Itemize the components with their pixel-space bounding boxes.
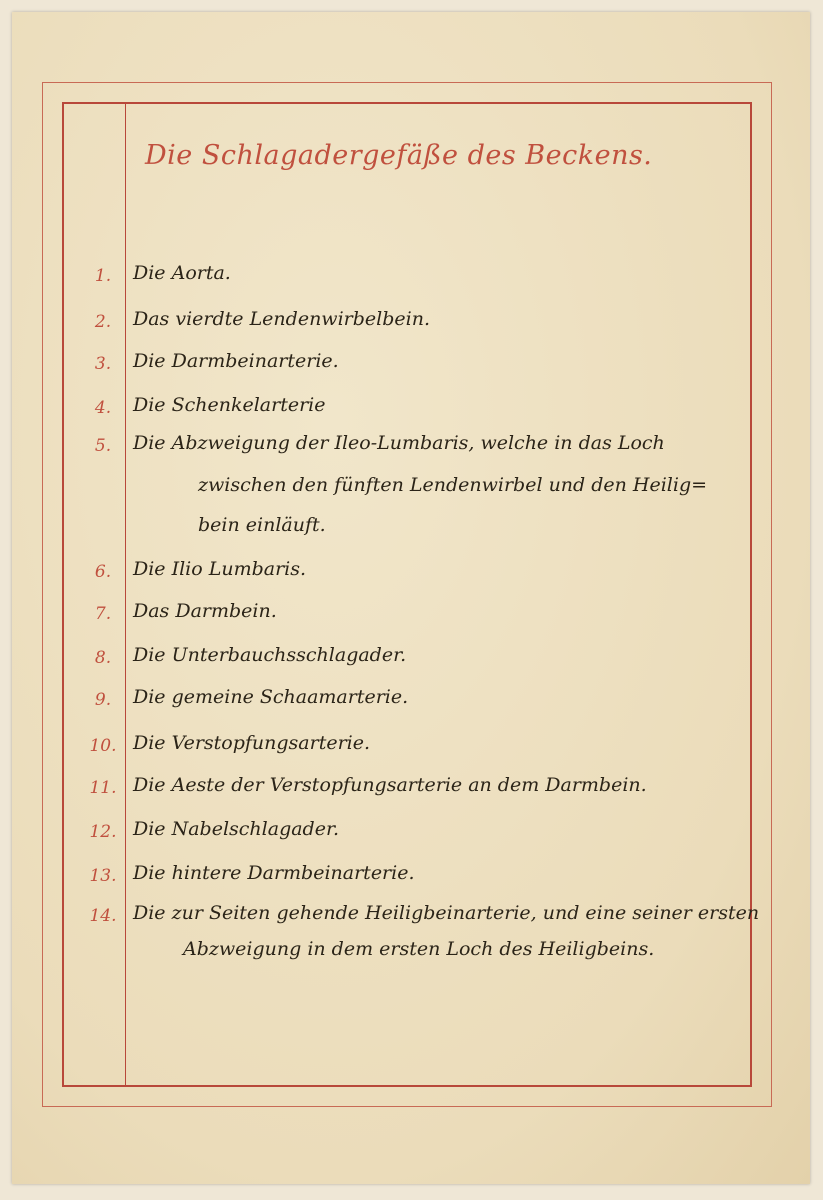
item-text: Die Aeste der Verstopfungsarterie an dem Darmbein.: [133, 774, 647, 796]
item-number: 11.: [89, 778, 117, 798]
item-text-continuation: Abzweigung in dem ersten Loch des Heiligbeins.: [183, 938, 655, 960]
item-number: 7.: [94, 604, 112, 624]
item-number: 10.: [89, 736, 117, 756]
item-number: 1.: [94, 266, 112, 286]
page-title: Die Schlagadergefäße des Beckens.: [145, 140, 653, 171]
item-text: Die Ilio Lumbaris.: [133, 558, 307, 580]
item-number: 3.: [94, 354, 112, 374]
item-number: 4.: [94, 398, 112, 418]
item-text: Die zur Seiten gehende Heiligbeinarterie, und eine seiner ersten: [133, 902, 760, 924]
item-text: Die Aorta.: [133, 262, 231, 284]
item-text: Die hintere Darmbeinarterie.: [133, 862, 415, 884]
item-text-continuation: zwischen den fünften Lendenwirbel und den Heilig=: [198, 474, 708, 496]
item-text: Das vierdte Lendenwirbelbein.: [133, 308, 430, 330]
item-text: Die Verstopfungsarterie.: [133, 732, 371, 754]
item-text: Die Abzweigung der Ileo-Lumbaris, welche in das Loch: [133, 432, 665, 454]
item-number: 6.: [94, 562, 112, 582]
item-text: Die Darmbeinarterie.: [133, 350, 339, 372]
item-text: Die Schenkelarterie: [133, 394, 326, 416]
item-text: Das Darmbein.: [133, 600, 277, 622]
item-text: Die Unterbauchsschlagader.: [133, 644, 407, 666]
item-number: 5.: [94, 436, 112, 456]
item-number: 8.: [94, 648, 112, 668]
item-number: 9.: [94, 690, 112, 710]
item-text-continuation: bein einläuft.: [198, 514, 326, 536]
item-number: 12.: [89, 822, 117, 842]
item-number: 2.: [94, 312, 112, 332]
item-number: 14.: [89, 906, 117, 926]
item-text: Die gemeine Schaamarterie.: [133, 686, 409, 708]
item-text: Die Nabelschlagader.: [133, 818, 339, 840]
item-number: 13.: [89, 866, 117, 886]
